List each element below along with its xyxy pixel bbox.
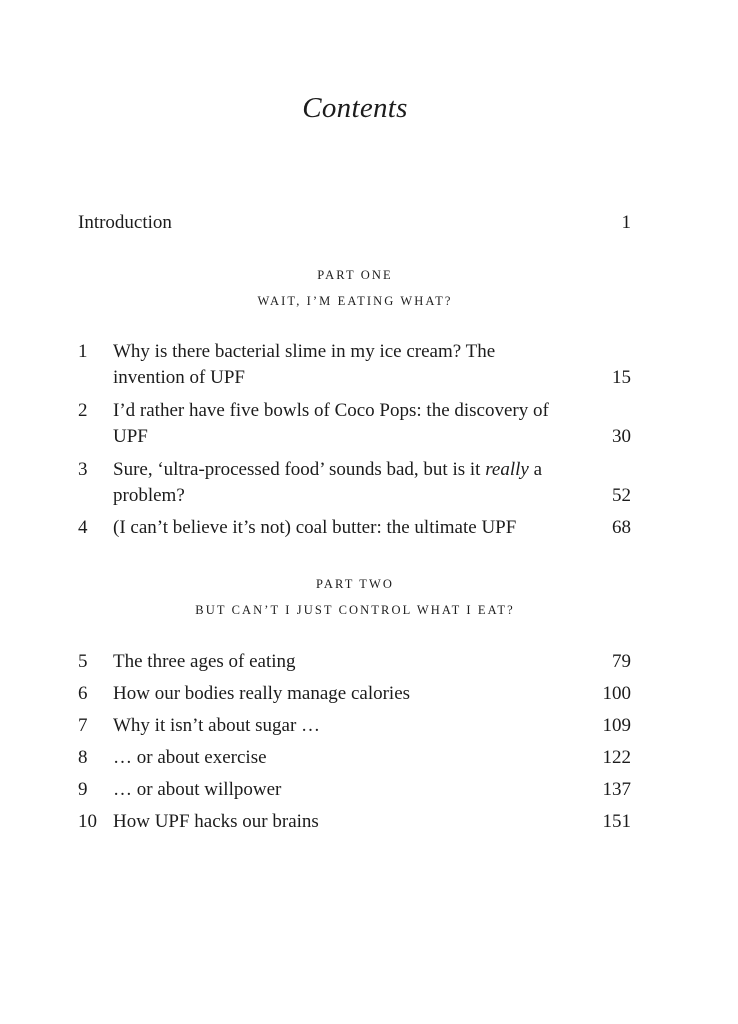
chapter-page-number: 122 (602, 747, 631, 768)
chapter-page-number: 151 (602, 811, 631, 832)
part-one-chapter-list (78, 339, 631, 541)
chapter-number: 2 (78, 400, 88, 421)
chapter-title: How our bodies really manage calories (113, 683, 411, 704)
chapter-number: 9 (78, 779, 88, 800)
toc-entry-chapter-7[interactable] (78, 713, 631, 739)
chapter-page-number: 52 (612, 485, 631, 506)
introduction-label: Introduction (78, 212, 172, 233)
chapter-number: 1 (78, 341, 88, 362)
part-two-chapter-list (78, 649, 631, 835)
toc-entry-introduction[interactable] (78, 210, 631, 236)
chapter-page-number: 100 (602, 683, 631, 704)
toc-entry-chapter-3[interactable] (78, 457, 631, 509)
toc-entry-chapter-10[interactable] (78, 809, 631, 835)
toc-entry-chapter-8[interactable] (78, 745, 631, 771)
introduction-page-number: 1 (621, 212, 631, 233)
chapter-title: (I can’t believe it’s not) coal butter: the ultimate UPF (113, 517, 517, 538)
chapter-number: 3 (78, 459, 88, 480)
toc-entry-chapter-4[interactable] (78, 515, 631, 541)
toc-entry-chapter-2[interactable] (78, 398, 631, 450)
chapter-number: 7 (78, 715, 88, 736)
part-one-label: PART ONE (317, 268, 393, 282)
part-one-title: WAIT, I’M EATING WHAT? (257, 294, 453, 308)
chapter-title: Why is there bacterial slime in my ice cream? The invention of UPF (113, 341, 496, 388)
chapter-page-number: 15 (612, 367, 631, 388)
chapter-number: 6 (78, 683, 88, 704)
chapter-title: … or about willpower (113, 779, 282, 800)
part-two-title: BUT CAN’T I JUST CONTROL WHAT I EAT? (195, 603, 515, 617)
toc-entry-chapter-1[interactable] (78, 339, 631, 391)
chapter-number: 10 (78, 811, 97, 832)
chapter-title: I’d rather have five bowls of Coco Pops: the discovery of UPF (113, 400, 549, 447)
part-two-heading (0, 571, 710, 623)
part-two-label: PART TWO (316, 577, 394, 591)
chapter-title: Why it isn’t about sugar … (113, 715, 321, 736)
chapter-title: … or about exercise (113, 747, 267, 768)
chapter-number: 4 (78, 517, 88, 538)
toc-entry-chapter-9[interactable] (78, 777, 631, 803)
chapter-page-number: 79 (612, 651, 631, 672)
page-title: Contents (302, 92, 408, 124)
toc-entry-chapter-5[interactable] (78, 649, 631, 675)
chapter-title-emphasis: really (485, 459, 529, 480)
chapter-page-number: 30 (612, 426, 631, 447)
chapter-title (113, 457, 568, 509)
chapter-title: How UPF hacks our brains (113, 811, 319, 832)
chapter-title-part: Sure, ‘ultra-processed food’ sounds bad, but is it (113, 459, 486, 480)
chapter-page-number: 68 (612, 517, 631, 538)
part-one-heading (0, 262, 710, 314)
chapter-page-number: 137 (602, 779, 631, 800)
chapter-page-number: 109 (602, 715, 631, 736)
toc-entry-chapter-6[interactable] (78, 681, 631, 707)
chapter-number: 8 (78, 747, 88, 768)
chapter-title-part: a problem? (113, 459, 543, 506)
chapter-title: The three ages of eating (113, 651, 296, 672)
chapter-number: 5 (78, 651, 88, 672)
